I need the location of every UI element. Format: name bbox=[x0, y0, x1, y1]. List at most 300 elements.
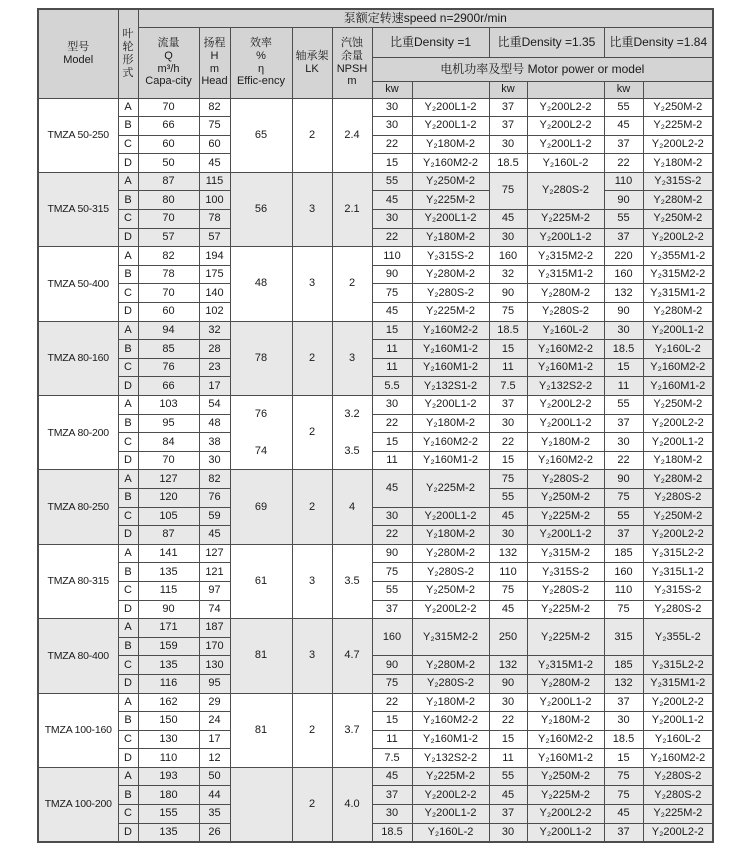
bearing-cell-stack bbox=[293, 768, 332, 841]
motor-model-cell: Y₂315M-2 bbox=[527, 544, 604, 563]
kw-cell: 30 bbox=[489, 228, 527, 247]
bearing-cell bbox=[292, 767, 332, 842]
kw-cell: 22 bbox=[372, 228, 412, 247]
table-row bbox=[38, 767, 713, 786]
kw-cell: 90 bbox=[489, 284, 527, 303]
bearing-cell bbox=[292, 321, 332, 395]
npsh-cell-stack bbox=[333, 99, 372, 172]
table-row bbox=[38, 321, 713, 340]
efficiency-cell bbox=[230, 98, 292, 172]
efficiency-cell-stack bbox=[231, 322, 292, 395]
motor-model-cell: Y₂180M-2 bbox=[643, 154, 713, 173]
bearing-cell bbox=[292, 172, 332, 246]
motor-power-header: 电机功率及型号 Motor power or model bbox=[372, 57, 713, 81]
head-cell: 121 bbox=[199, 563, 230, 582]
motor-model-cell: Y₂200L1-2 bbox=[643, 712, 713, 731]
motor-model-cell: Y₂280S-2 bbox=[412, 674, 489, 693]
efficiency-cell-value: 81 bbox=[254, 649, 268, 662]
motor-model-cell: Y₂160M2-2 bbox=[412, 433, 489, 452]
bearing-cell bbox=[292, 470, 332, 544]
motor-model-cell: Y₂160M1-2 bbox=[412, 730, 489, 749]
npsh-header-zh1: 汽蚀 bbox=[341, 36, 363, 49]
motor-model-cell: Y₂160M1-2 bbox=[412, 340, 489, 359]
kw-cell: 22 bbox=[604, 154, 643, 173]
motor-model-cell: Y₂160M1-2 bbox=[412, 451, 489, 470]
table-row bbox=[38, 749, 713, 768]
table-row bbox=[38, 581, 713, 600]
model-cell: TMZA 50-250 bbox=[38, 98, 118, 172]
bearing-cell bbox=[292, 98, 332, 172]
motor-model-cell: Y₂160M1-2 bbox=[527, 358, 604, 377]
model-cell: TMZA 50-315 bbox=[38, 172, 118, 246]
impeller-form-cell: D bbox=[118, 154, 138, 173]
motor-model-cell: Y₂160L-2 bbox=[643, 730, 713, 749]
motor-model-cell: Y₂225M-2 bbox=[412, 470, 489, 507]
head-header-zh: 扬程 bbox=[203, 36, 226, 49]
npsh-cell-stack bbox=[333, 694, 372, 767]
motor-model-cell: Y₂200L2-2 bbox=[643, 693, 713, 712]
head-cell: 130 bbox=[199, 656, 230, 675]
kw-cell: 90 bbox=[372, 265, 412, 284]
kw-cell: 11 bbox=[489, 749, 527, 768]
impeller-char: 形 bbox=[122, 53, 134, 66]
flow-cell: 115 bbox=[138, 581, 199, 600]
efficiency-cell-value: 78 bbox=[254, 351, 268, 364]
rated-speed-header: 泵额定转速speed n=2900r/min bbox=[138, 9, 713, 27]
kw-cell: 55 bbox=[604, 98, 643, 117]
kw-cell: 30 bbox=[489, 526, 527, 545]
kw-cell: 7.5 bbox=[489, 377, 527, 396]
model-cell: TMZA 80-200 bbox=[38, 396, 118, 470]
bearing-cell bbox=[292, 544, 332, 618]
motor-model-cell: Y₂160M1-2 bbox=[412, 358, 489, 377]
motor-model-cell: Y₂315M1-2 bbox=[527, 656, 604, 675]
motor-model-cell: Y₂132S2-2 bbox=[527, 377, 604, 396]
efficiency-cell bbox=[230, 767, 292, 842]
kw-cell: 185 bbox=[604, 544, 643, 563]
efficiency-cell-stack bbox=[231, 694, 292, 767]
motor-model-cell: Y₂200L2-2 bbox=[412, 600, 489, 619]
kw-cell: 90 bbox=[372, 544, 412, 563]
motor-model-cell: Y₂280S-2 bbox=[412, 563, 489, 582]
motor-model-cell: Y₂200L2-2 bbox=[527, 805, 604, 824]
kw-cell: 55 bbox=[372, 172, 412, 191]
motor-model-cell: Y₂160M2-2 bbox=[412, 712, 489, 731]
head-cell: 32 bbox=[199, 321, 230, 340]
kw-cell: 22 bbox=[372, 693, 412, 712]
flow-cell: 159 bbox=[138, 637, 199, 656]
table-header bbox=[38, 9, 713, 98]
table-row bbox=[38, 470, 713, 489]
impeller-form-cell: B bbox=[118, 488, 138, 507]
head-cell: 35 bbox=[199, 805, 230, 824]
head-cell: 38 bbox=[199, 433, 230, 452]
motor-model-cell: Y₂200L2-2 bbox=[412, 786, 489, 805]
motor-model-cell: Y₂160M2-2 bbox=[527, 730, 604, 749]
table-row bbox=[38, 154, 713, 173]
npsh-cell-stack bbox=[333, 396, 372, 469]
kw-cell: 37 bbox=[489, 98, 527, 117]
flow-cell: 85 bbox=[138, 340, 199, 359]
flow-cell: 141 bbox=[138, 544, 199, 563]
motor-model-cell: Y₂200L1-2 bbox=[527, 693, 604, 712]
table-row bbox=[38, 340, 713, 359]
motor-model-cell: Y₂315L1-2 bbox=[643, 563, 713, 582]
head-cell: 82 bbox=[199, 98, 230, 117]
kw-cell: 11 bbox=[372, 340, 412, 359]
flow-cell: 135 bbox=[138, 563, 199, 582]
kw-cell: 15 bbox=[372, 154, 412, 173]
npsh-cell bbox=[332, 544, 372, 618]
table-row bbox=[38, 619, 713, 638]
efficiency-cell bbox=[230, 321, 292, 395]
kw-cell: 22 bbox=[604, 451, 643, 470]
kw-cell: 110 bbox=[489, 563, 527, 582]
flow-cell: 171 bbox=[138, 619, 199, 638]
impeller-form-cell: B bbox=[118, 637, 138, 656]
efficiency-cell bbox=[230, 396, 292, 470]
motor-model-cell: Y₂280S-2 bbox=[643, 767, 713, 786]
motor-model-cell: Y₂225M-2 bbox=[412, 191, 489, 210]
pump-spec-table-wrap bbox=[37, 8, 714, 843]
impeller-form-cell: C bbox=[118, 507, 138, 526]
motor-model-cell: Y₂355L-2 bbox=[643, 619, 713, 656]
kw-cell: 32 bbox=[489, 265, 527, 284]
flow-cell: 70 bbox=[138, 284, 199, 303]
head-cell: 170 bbox=[199, 637, 230, 656]
bearing-cell-value: 3 bbox=[308, 277, 316, 290]
motor-model-cell: Y₂225M-2 bbox=[412, 767, 489, 786]
bearing-cell-stack bbox=[293, 545, 332, 618]
motor-model-cell: Y₂180M-2 bbox=[412, 228, 489, 247]
kw-cell: 132 bbox=[604, 674, 643, 693]
kw-cell: 30 bbox=[604, 712, 643, 731]
impeller-form-cell: D bbox=[118, 451, 138, 470]
kw-cell: 11 bbox=[372, 358, 412, 377]
kw-cell: 15 bbox=[489, 340, 527, 359]
table-row bbox=[38, 693, 713, 712]
npsh-header-unit: m bbox=[347, 75, 357, 88]
flow-cell: 60 bbox=[138, 135, 199, 154]
npsh-cell bbox=[332, 98, 372, 172]
kw-cell: 30 bbox=[489, 135, 527, 154]
impeller-form-cell: A bbox=[118, 172, 138, 191]
kw-cell: 18.5 bbox=[604, 730, 643, 749]
motor-model-cell: Y₂200L2-2 bbox=[643, 228, 713, 247]
bearing-cell-stack bbox=[293, 396, 332, 469]
npsh-cell-value: 2.1 bbox=[344, 203, 360, 216]
kw-cell: 22 bbox=[372, 526, 412, 545]
head-cell: 17 bbox=[199, 377, 230, 396]
kw-cell: 22 bbox=[489, 712, 527, 731]
impeller-form-cell: B bbox=[118, 414, 138, 433]
efficiency-cell-value: 61 bbox=[254, 574, 268, 587]
density-135-header: 比重Density =1.35 bbox=[489, 27, 604, 57]
flow-cell: 193 bbox=[138, 767, 199, 786]
kw-cell: 45 bbox=[372, 191, 412, 210]
npsh-cell bbox=[332, 247, 372, 321]
flow-cell: 66 bbox=[138, 117, 199, 136]
efficiency-cell-value: 48 bbox=[254, 277, 268, 290]
npsh-cell-stack bbox=[333, 322, 372, 395]
table-row bbox=[38, 563, 713, 582]
bearing-cell-value: 3 bbox=[308, 649, 316, 662]
npsh-cell-stack bbox=[333, 247, 372, 320]
kw-cell: 30 bbox=[604, 321, 643, 340]
motor-model-cell: Y₂250M-2 bbox=[412, 581, 489, 600]
head-cell: 102 bbox=[199, 303, 230, 322]
kw-cell: 37 bbox=[489, 396, 527, 415]
table-row bbox=[38, 396, 713, 415]
head-cell: 115 bbox=[199, 172, 230, 191]
motor-model-cell: Y₂160L-2 bbox=[527, 321, 604, 340]
head-cell: 194 bbox=[199, 247, 230, 266]
flow-cell: 84 bbox=[138, 433, 199, 452]
kw-cell: 15 bbox=[372, 712, 412, 731]
motor-model-cell: Y₂225M-2 bbox=[643, 117, 713, 136]
head-cell: 60 bbox=[199, 135, 230, 154]
npsh-cell-stack bbox=[333, 470, 372, 543]
impeller-form-cell: D bbox=[118, 526, 138, 545]
table-row bbox=[38, 265, 713, 284]
table-row bbox=[38, 823, 713, 842]
head-cell: 50 bbox=[199, 767, 230, 786]
kw-header-1: kw bbox=[372, 81, 412, 98]
motor-model-cell: Y₂180M-2 bbox=[412, 135, 489, 154]
efficiency-cell-value: 65 bbox=[254, 128, 268, 141]
kw-cell: 37 bbox=[604, 526, 643, 545]
kw-cell: 132 bbox=[489, 656, 527, 675]
flow-cell: 135 bbox=[138, 823, 199, 842]
kw-cell: 37 bbox=[372, 600, 412, 619]
head-cell: 30 bbox=[199, 451, 230, 470]
efficiency-cell-stack bbox=[231, 173, 292, 246]
kw-cell: 90 bbox=[604, 470, 643, 489]
efficiency-cell-stack bbox=[231, 619, 292, 692]
table-row bbox=[38, 414, 713, 433]
impeller-form-cell: C bbox=[118, 730, 138, 749]
efficiency-cell-stack bbox=[231, 99, 292, 172]
head-cell: 140 bbox=[199, 284, 230, 303]
motor-model-cell: Y₂200L2-2 bbox=[527, 117, 604, 136]
flow-cell: 90 bbox=[138, 600, 199, 619]
npsh-cell bbox=[332, 396, 372, 470]
npsh-cell-stack bbox=[333, 545, 372, 618]
bearing-cell-stack bbox=[293, 99, 332, 172]
impeller-form-cell: C bbox=[118, 433, 138, 452]
flow-cell: 70 bbox=[138, 210, 199, 229]
npsh-cell-stack bbox=[333, 768, 372, 841]
motor-model-cell: Y₂315S-2 bbox=[412, 247, 489, 266]
flow-cell: 180 bbox=[138, 786, 199, 805]
motor-model-cell: Y₂200L1-2 bbox=[527, 526, 604, 545]
motor-model-cell: Y₂200L1-2 bbox=[412, 805, 489, 824]
flow-header-en: Capa-city bbox=[145, 75, 192, 88]
motor-model-cell: Y₂160M1-2 bbox=[643, 377, 713, 396]
impeller-form-cell: A bbox=[118, 767, 138, 786]
col-header-bearing bbox=[292, 27, 332, 98]
head-header-unit: m bbox=[209, 62, 220, 75]
motor-model-cell: Y₂160M2-2 bbox=[527, 451, 604, 470]
impeller-form-cell: B bbox=[118, 265, 138, 284]
table-row bbox=[38, 228, 713, 247]
bearing-cell-value: 2 bbox=[308, 426, 316, 439]
motor-model-cell: Y₂225M-2 bbox=[527, 210, 604, 229]
flow-cell: 76 bbox=[138, 358, 199, 377]
motor-model-cell: Y₂315S-2 bbox=[643, 581, 713, 600]
efficiency-cell-value: 76 bbox=[254, 407, 268, 420]
motor-model-cell: Y₂225M-2 bbox=[412, 303, 489, 322]
flow-cell: 87 bbox=[138, 172, 199, 191]
kw-cell: 75 bbox=[372, 284, 412, 303]
kw-cell: 37 bbox=[372, 786, 412, 805]
kw-cell: 75 bbox=[489, 581, 527, 600]
kw-cell: 18.5 bbox=[489, 321, 527, 340]
col-header-impeller-form bbox=[118, 9, 138, 98]
flow-cell: 78 bbox=[138, 265, 199, 284]
motor-model-cell: Y₂180M-2 bbox=[412, 526, 489, 545]
impeller-form-cell: B bbox=[118, 191, 138, 210]
flow-cell: 116 bbox=[138, 674, 199, 693]
kw-cell: 132 bbox=[489, 544, 527, 563]
impeller-char: 叶 bbox=[122, 27, 134, 40]
impeller-char: 式 bbox=[122, 66, 134, 79]
npsh-cell-value: 2.4 bbox=[344, 128, 360, 141]
model-header-zh: 型号 bbox=[67, 40, 90, 53]
kw-cell: 30 bbox=[372, 507, 412, 526]
bearing-cell-value: 2 bbox=[308, 723, 316, 736]
bearing-header-en: LK bbox=[305, 62, 319, 75]
table-row bbox=[38, 117, 713, 136]
kw-cell: 75 bbox=[604, 767, 643, 786]
efficiency-cell bbox=[230, 470, 292, 544]
npsh-cell bbox=[332, 767, 372, 842]
kw-cell: 15 bbox=[372, 321, 412, 340]
motor-model-cell: Y₂280S-2 bbox=[412, 284, 489, 303]
impeller-form-cell: C bbox=[118, 135, 138, 154]
kw-cell: 110 bbox=[604, 581, 643, 600]
bearing-cell-stack bbox=[293, 619, 332, 692]
impeller-form-cell: C bbox=[118, 358, 138, 377]
density-1-header: 比重Density =1 bbox=[372, 27, 489, 57]
flow-cell: 60 bbox=[138, 303, 199, 322]
impeller-form-cell: B bbox=[118, 712, 138, 731]
col-header-head bbox=[199, 27, 230, 98]
motor-model-cell: Y₂200L2-2 bbox=[527, 98, 604, 117]
motor-model-cell: Y₂315S-2 bbox=[527, 563, 604, 582]
npsh-cell-value: 4 bbox=[348, 500, 356, 513]
model-cell: TMZA 80-400 bbox=[38, 619, 118, 693]
efficiency-cell-stack bbox=[231, 768, 292, 841]
motor-model-cell: Y₂180M-2 bbox=[527, 433, 604, 452]
npsh-cell bbox=[332, 470, 372, 544]
flow-cell: 105 bbox=[138, 507, 199, 526]
motor-model-cell: Y₂280S-2 bbox=[527, 470, 604, 489]
motor-model-cell: Y₂280M-2 bbox=[643, 470, 713, 489]
motor-model-cell: Y₂250M-2 bbox=[643, 396, 713, 415]
motor-model-cell: Y₂315M1-2 bbox=[643, 284, 713, 303]
table-row bbox=[38, 210, 713, 229]
npsh-cell-value: 3.5 bbox=[344, 574, 360, 587]
header-row-speed bbox=[38, 9, 713, 27]
head-cell: 26 bbox=[199, 823, 230, 842]
table-row bbox=[38, 600, 713, 619]
kw-cell: 15 bbox=[372, 433, 412, 452]
head-cell: 100 bbox=[199, 191, 230, 210]
kw-cell: 55 bbox=[489, 488, 527, 507]
kw-cell: 37 bbox=[604, 693, 643, 712]
motor-model-header-blank-3 bbox=[643, 81, 713, 98]
head-cell: 45 bbox=[199, 526, 230, 545]
efficiency-cell-value: 74 bbox=[254, 444, 268, 457]
motor-model-cell: Y₂225M-2 bbox=[643, 805, 713, 824]
motor-model-cell: Y₂200L2-2 bbox=[643, 414, 713, 433]
kw-cell: 15 bbox=[604, 358, 643, 377]
kw-cell: 15 bbox=[489, 730, 527, 749]
motor-model-cell: Y₂160M2-2 bbox=[412, 321, 489, 340]
head-cell: 29 bbox=[199, 693, 230, 712]
bearing-cell-stack bbox=[293, 322, 332, 395]
motor-model-cell: Y₂250M-2 bbox=[643, 210, 713, 229]
flow-cell: 162 bbox=[138, 693, 199, 712]
impeller-form-cell: B bbox=[118, 340, 138, 359]
kw-cell: 45 bbox=[372, 303, 412, 322]
table-row bbox=[38, 730, 713, 749]
kw-cell: 160 bbox=[604, 563, 643, 582]
head-cell: 78 bbox=[199, 210, 230, 229]
kw-cell: 45 bbox=[604, 117, 643, 136]
table-row bbox=[38, 712, 713, 731]
table-row bbox=[38, 507, 713, 526]
impeller-form-cell: C bbox=[118, 581, 138, 600]
motor-model-cell: Y₂280M-2 bbox=[643, 191, 713, 210]
flow-cell: 87 bbox=[138, 526, 199, 545]
table-row bbox=[38, 358, 713, 377]
kw-cell: 30 bbox=[372, 396, 412, 415]
head-cell: 28 bbox=[199, 340, 230, 359]
motor-model-cell: Y₂200L2-2 bbox=[643, 823, 713, 842]
kw-cell: 90 bbox=[604, 191, 643, 210]
flow-cell: 135 bbox=[138, 656, 199, 675]
efficiency-cell-value: 69 bbox=[254, 500, 268, 513]
kw-cell: 75 bbox=[604, 488, 643, 507]
head-cell: 82 bbox=[199, 470, 230, 489]
head-cell: 54 bbox=[199, 396, 230, 415]
kw-cell: 11 bbox=[372, 451, 412, 470]
table-row bbox=[38, 526, 713, 545]
kw-cell: 15 bbox=[604, 749, 643, 768]
bearing-cell-value: 3 bbox=[308, 574, 316, 587]
impeller-form-cell: A bbox=[118, 247, 138, 266]
npsh-cell bbox=[332, 693, 372, 767]
efficiency-cell bbox=[230, 247, 292, 321]
npsh-cell-value: 3.5 bbox=[344, 444, 360, 457]
impeller-form-cell: C bbox=[118, 656, 138, 675]
bearing-cell bbox=[292, 619, 332, 693]
kw-cell: 37 bbox=[489, 805, 527, 824]
impeller-form-cell: D bbox=[118, 228, 138, 247]
motor-model-cell: Y₂200L1-2 bbox=[527, 135, 604, 154]
npsh-cell-value: 3 bbox=[348, 351, 356, 364]
motor-model-cell: Y₂315S-2 bbox=[643, 172, 713, 191]
table-row bbox=[38, 303, 713, 322]
impeller-char: 轮 bbox=[122, 40, 134, 53]
kw-cell: 75 bbox=[604, 786, 643, 805]
eff-header-en: Effic-ency bbox=[236, 75, 286, 88]
kw-cell: 250 bbox=[489, 619, 527, 656]
kw-cell: 75 bbox=[372, 674, 412, 693]
header-row-density bbox=[38, 27, 713, 57]
